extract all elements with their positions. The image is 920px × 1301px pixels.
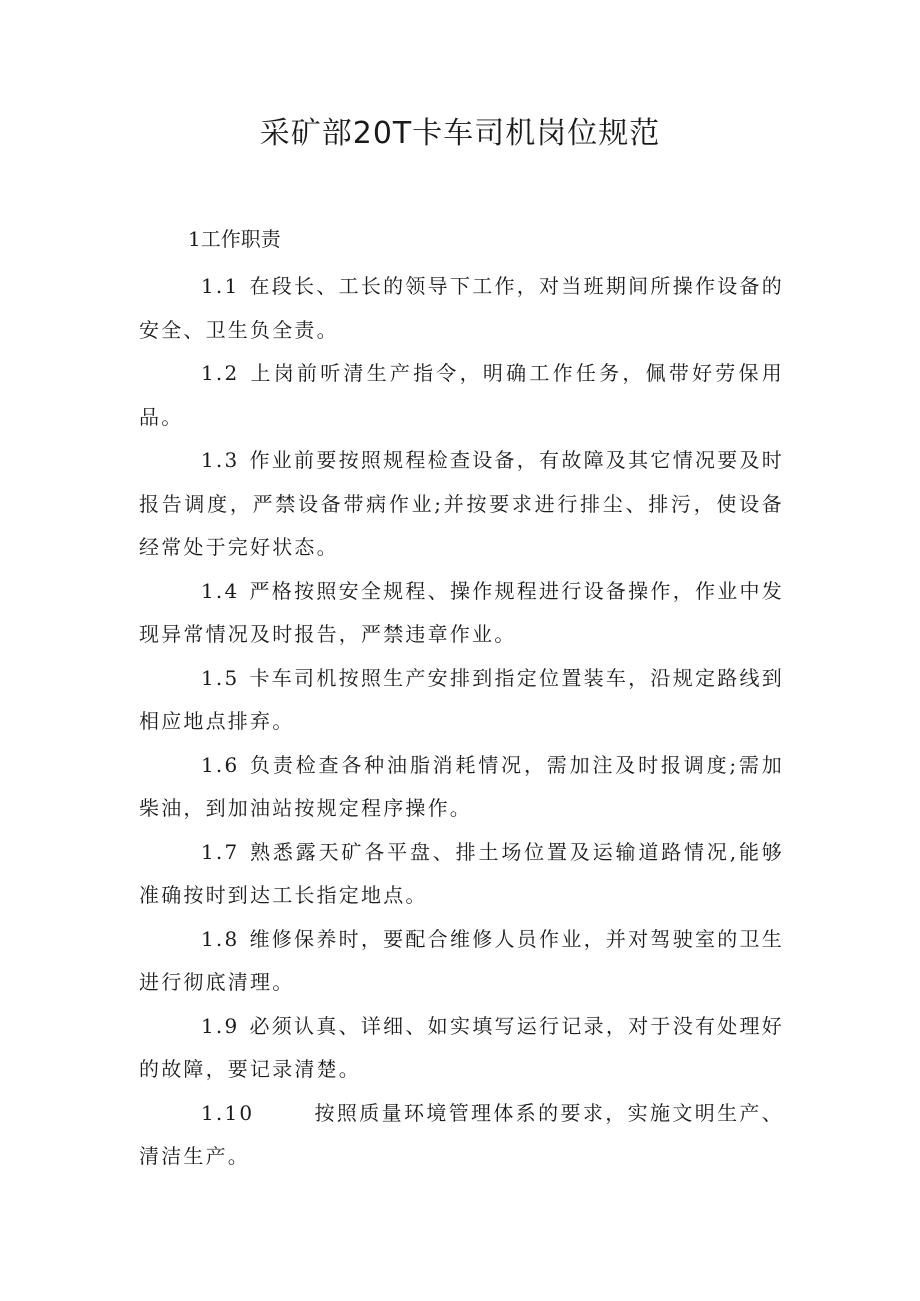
duty-item-number: 1.5 [201,665,240,690]
duty-item [139,352,784,439]
duty-item-text: 熟悉露天矿各平盘、排土场位置及运输道路情况,能够准确按时到达工长指定地点。 [139,839,784,907]
duty-item-number: 1.4 [201,578,240,603]
duty-item [139,1005,784,1092]
duty-item-number: 1.6 [201,752,240,777]
duty-item-number: 1.3 [201,448,240,472]
duty-item [139,744,784,831]
duty-item-text: 作业前要按照规程检查设备，有故障及其它情况要及时报告调度，严禁设备带病作业;并按要求进行排尘、排污，使设备经常处于完好状态。 [139,448,784,559]
duty-item-number: 1.2 [201,361,240,385]
duty-item-number: 1.8 [201,926,240,951]
document-title: 采矿部20T卡车司机岗位规范 [259,116,661,151]
duty-item-text: 维修保养时，要配合维修人员作业，并对驾驶室的卫生进行彻底清理。 [139,926,784,994]
duty-item-number: 1.1 [201,274,240,298]
duty-item-text: 在段长、工长的领导下工作，对当班期间所操作设备的安全、卫生负全责。 [139,274,784,342]
duty-item-text: 按照质量环境管理体系的要求，实施文明生产、清洁生产。 [139,1100,784,1168]
duty-item-number: 1.7 [201,839,240,864]
duty-item-number: 1.9 [201,1013,240,1038]
duty-list [139,265,784,1179]
duty-item-text: 上岗前听清生产指令，明确工作任务，佩带好劳保用品。 [139,361,784,429]
duty-item [139,265,784,352]
duty-item-text: 严格按照安全规程、操作规程进行设备操作，作业中发现异常情况及时报告，严禁违章作业。 [139,578,784,646]
duty-item-text: 必须认真、详细、如实填写运行记录，对于没有处理好的故障，要记录清楚。 [139,1013,784,1081]
duty-item [139,657,784,744]
section-heading: 1工作职责 [188,227,281,251]
duty-item [139,1092,784,1179]
duty-item [139,570,784,657]
duty-item-text: 卡车司机按照生产安排到指定位置装车，沿规定路线到相应地点排弃。 [139,665,784,733]
duty-item-number: 1.10 [201,1100,255,1125]
duty-item [139,918,784,1005]
duty-item-text: 负责检查各种油脂消耗情况，需加注及时报调度;需加柴油，到加油站按规定程序操作。 [139,752,784,820]
duty-item [139,439,784,570]
duty-item [139,831,784,918]
